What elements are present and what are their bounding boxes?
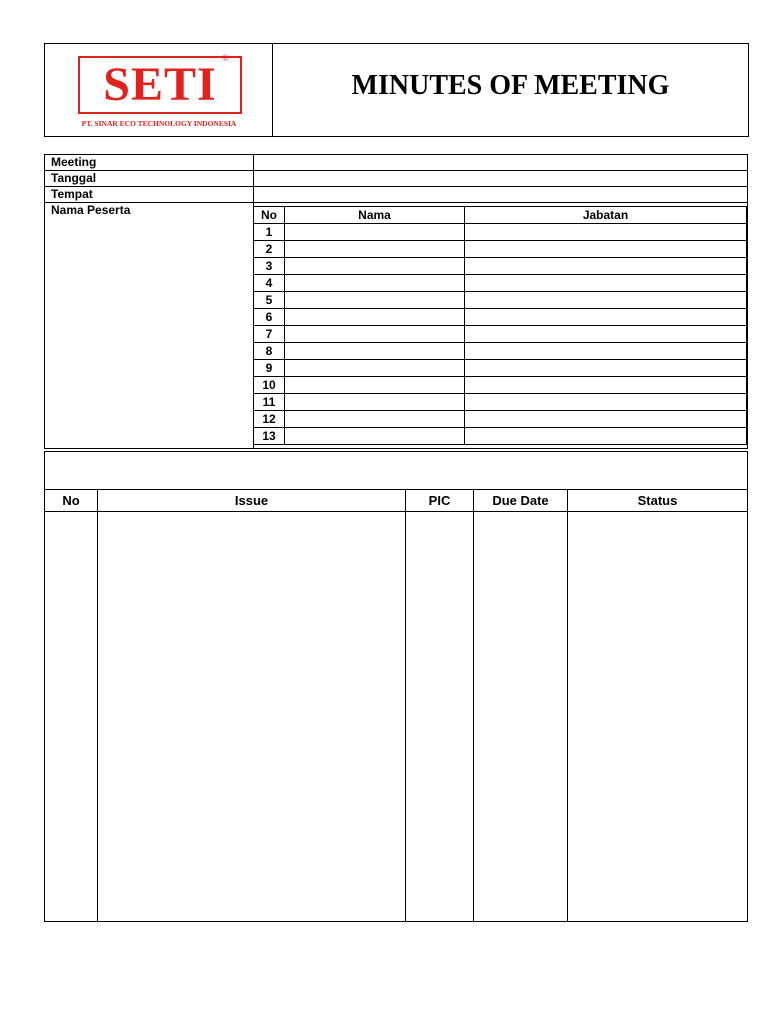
participant-nama-cell[interactable] bbox=[285, 411, 465, 428]
participant-number: 9 bbox=[254, 360, 285, 377]
participant-jabatan-cell[interactable] bbox=[465, 292, 747, 309]
nama-peserta-label: Nama Peserta bbox=[45, 203, 254, 449]
participant-jabatan-cell[interactable] bbox=[465, 309, 747, 326]
participant-nama-cell[interactable] bbox=[285, 292, 465, 309]
participants-no-header: No bbox=[254, 207, 285, 224]
participant-jabatan-cell[interactable] bbox=[465, 258, 747, 275]
participant-row bbox=[254, 224, 747, 241]
participant-nama-cell[interactable] bbox=[285, 224, 465, 241]
meeting-row bbox=[45, 155, 748, 171]
participant-jabatan-cell[interactable] bbox=[465, 411, 747, 428]
tanggal-label: Tanggal bbox=[45, 171, 254, 187]
participant-number: 1 bbox=[254, 224, 285, 241]
issues-due-date-header: Due Date bbox=[474, 490, 568, 512]
company-logo bbox=[78, 56, 242, 114]
registered-mark: ® bbox=[222, 53, 229, 63]
participant-nama-cell[interactable] bbox=[285, 343, 465, 360]
participant-jabatan-cell[interactable] bbox=[465, 275, 747, 292]
issues-issue-header: Issue bbox=[98, 490, 406, 512]
participant-nama-cell[interactable] bbox=[285, 377, 465, 394]
issues-issue-cell[interactable] bbox=[98, 512, 406, 922]
participant-number: 13 bbox=[254, 428, 285, 445]
participant-nama-cell[interactable] bbox=[285, 326, 465, 343]
notes-box[interactable] bbox=[44, 451, 748, 490]
document-title: MINUTES OF MEETING bbox=[351, 70, 670, 101]
participant-row bbox=[254, 258, 747, 275]
participant-number: 11 bbox=[254, 394, 285, 411]
participant-number: 6 bbox=[254, 309, 285, 326]
participant-number: 8 bbox=[254, 343, 285, 360]
issues-header-row bbox=[45, 490, 748, 512]
participant-number: 4 bbox=[254, 275, 285, 292]
document-header bbox=[44, 43, 749, 137]
participant-row bbox=[254, 275, 747, 292]
participant-nama-cell[interactable] bbox=[285, 428, 465, 445]
participant-number: 10 bbox=[254, 377, 285, 394]
participant-row bbox=[254, 428, 747, 445]
participant-jabatan-cell[interactable] bbox=[465, 241, 747, 258]
participant-number: 2 bbox=[254, 241, 285, 258]
participant-jabatan-cell[interactable] bbox=[465, 343, 747, 360]
issues-no-cell[interactable] bbox=[45, 512, 98, 922]
participants-jabatan-header: Jabatan bbox=[465, 207, 747, 224]
participant-row bbox=[254, 360, 747, 377]
participant-nama-cell[interactable] bbox=[285, 309, 465, 326]
participant-jabatan-cell[interactable] bbox=[465, 428, 747, 445]
logo-text: SETI bbox=[103, 58, 217, 111]
tanggal-value[interactable] bbox=[254, 171, 748, 187]
participant-number: 12 bbox=[254, 411, 285, 428]
participant-nama-cell[interactable] bbox=[285, 241, 465, 258]
participant-jabatan-cell[interactable] bbox=[465, 224, 747, 241]
participant-nama-cell[interactable] bbox=[285, 258, 465, 275]
participant-nama-cell[interactable] bbox=[285, 275, 465, 292]
participant-row bbox=[254, 411, 747, 428]
participants-header-row bbox=[254, 207, 747, 224]
issues-status-cell[interactable] bbox=[568, 512, 748, 922]
participant-jabatan-cell[interactable] bbox=[465, 360, 747, 377]
participant-nama-cell[interactable] bbox=[285, 360, 465, 377]
company-name: PT. SINAR ECO TECHNOLOGY INDONESIA bbox=[81, 119, 237, 128]
participant-row bbox=[254, 309, 747, 326]
issues-table bbox=[44, 489, 748, 922]
participant-row bbox=[254, 343, 747, 360]
participants-nama-header: Nama bbox=[285, 207, 465, 224]
participant-jabatan-cell[interactable] bbox=[465, 377, 747, 394]
participant-row bbox=[254, 292, 747, 309]
participant-row bbox=[254, 377, 747, 394]
issues-pic-header: PIC bbox=[406, 490, 474, 512]
tanggal-row bbox=[45, 171, 748, 187]
participant-number: 3 bbox=[254, 258, 285, 275]
issues-no-header: No bbox=[45, 490, 98, 512]
issues-body-row bbox=[45, 512, 748, 922]
meeting-value[interactable] bbox=[254, 155, 748, 171]
participant-row bbox=[254, 241, 747, 258]
participant-row bbox=[254, 326, 747, 343]
tempat-row bbox=[45, 187, 748, 203]
participant-jabatan-cell[interactable] bbox=[465, 326, 747, 343]
participant-number: 7 bbox=[254, 326, 285, 343]
issues-status-header: Status bbox=[568, 490, 748, 512]
logo-cell bbox=[45, 44, 273, 136]
issues-pic-cell[interactable] bbox=[406, 512, 474, 922]
issues-due-date-cell[interactable] bbox=[474, 512, 568, 922]
tempat-label: Tempat bbox=[45, 187, 254, 203]
participant-number: 5 bbox=[254, 292, 285, 309]
tempat-value[interactable] bbox=[254, 187, 748, 203]
participant-nama-cell[interactable] bbox=[285, 394, 465, 411]
participant-row bbox=[254, 394, 747, 411]
participant-jabatan-cell[interactable] bbox=[465, 394, 747, 411]
participants-table bbox=[253, 206, 747, 445]
meeting-label: Meeting bbox=[45, 155, 254, 171]
